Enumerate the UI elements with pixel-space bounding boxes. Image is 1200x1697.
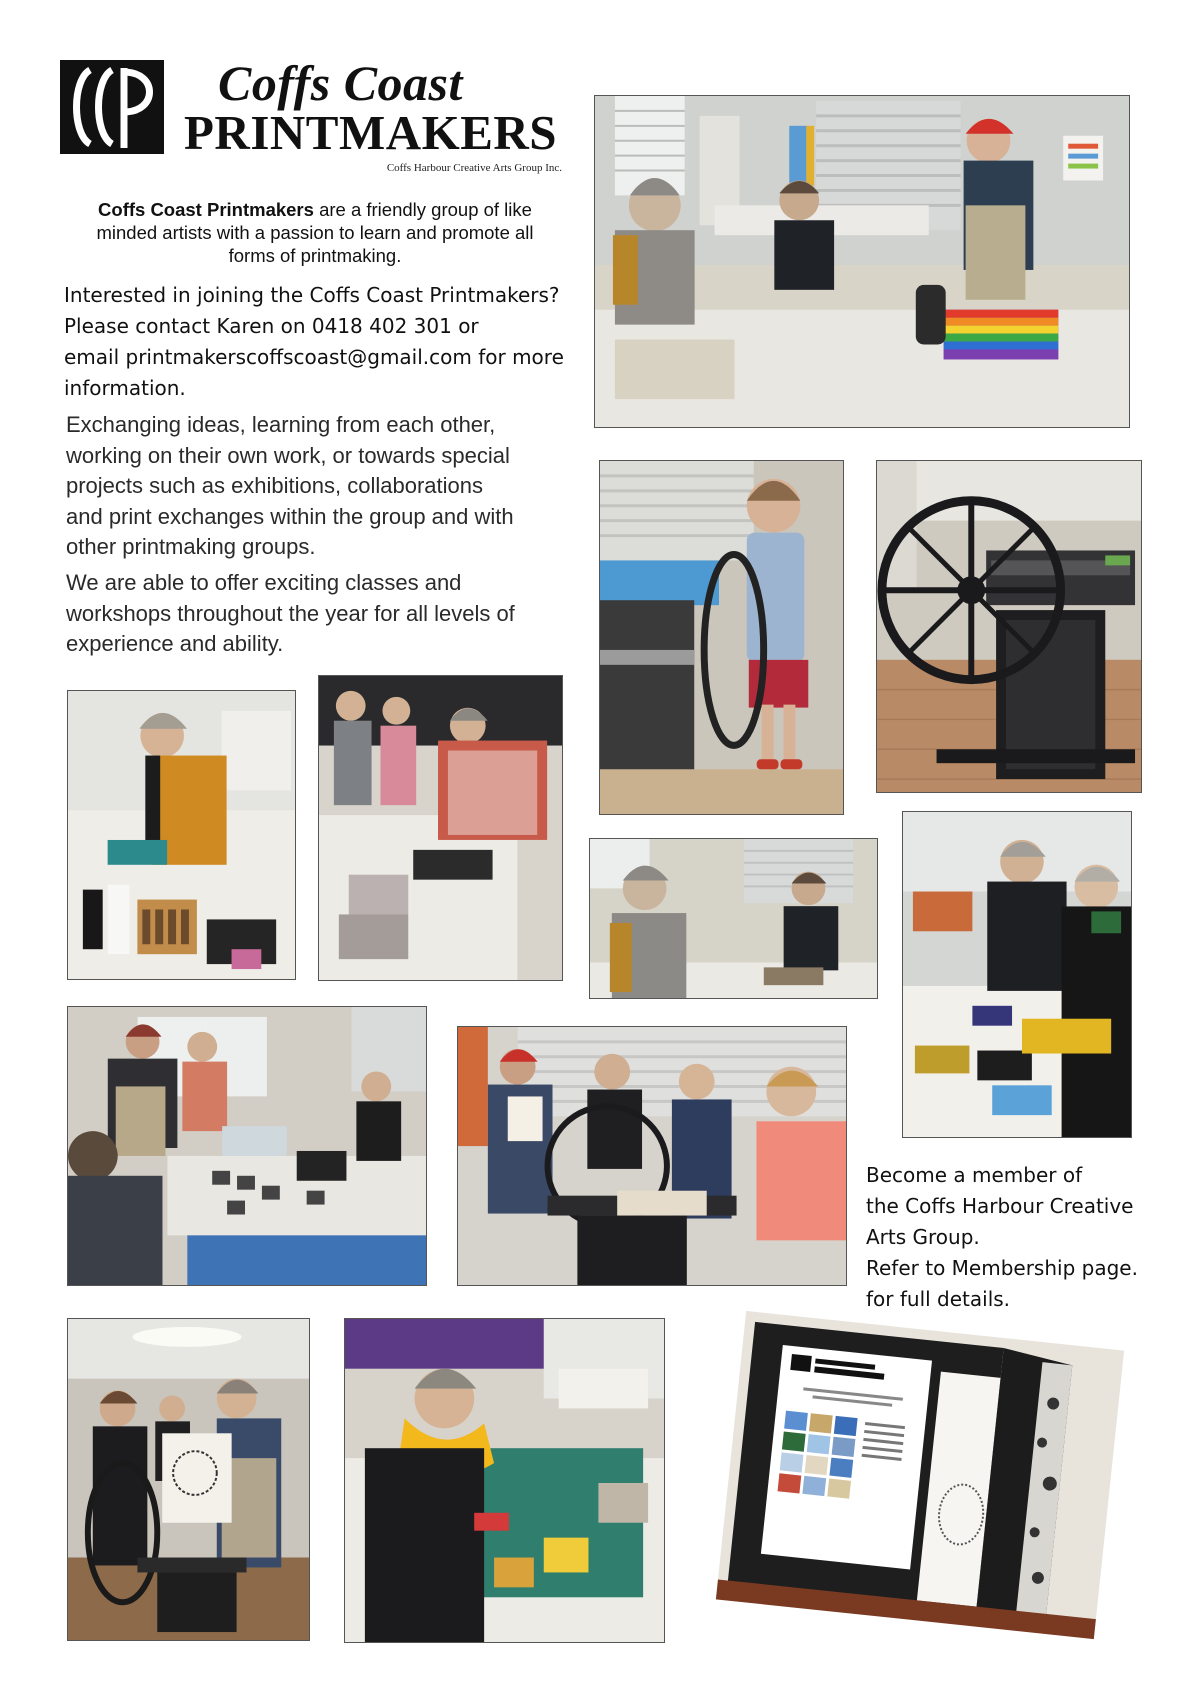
contact-line: email printmakerscoffscoast@gmail.com for more: [64, 345, 564, 369]
ccp-logo-mark-icon: [60, 60, 164, 154]
photo-women-at-press-table: [318, 675, 563, 981]
paragraph-line: Exchanging ideas, learning from each other,: [66, 412, 496, 437]
photo-studio-table: [589, 838, 878, 999]
classes-paragraph: [66, 568, 586, 660]
logo-tagline: Coffs Harbour Creative Arts Group Inc.: [386, 162, 562, 174]
paragraph-line: working on their own work, or towards special: [66, 442, 510, 468]
membership-line: Refer to Membership page.: [866, 1256, 1138, 1280]
contact-block: [64, 280, 584, 404]
membership-line: for full details.: [866, 1287, 1011, 1311]
photo-women-inking-plates: [902, 811, 1132, 1138]
photo-woman-with-press-wheel: [599, 460, 844, 815]
membership-block: [866, 1160, 1196, 1315]
logo-title-line2: PRINTMAKERS: [184, 105, 558, 160]
paragraph-line: other printmaking groups.: [66, 534, 316, 559]
contact-line: Please contact Karen on 0418 402 301 or: [64, 314, 479, 338]
intro-bold: Coffs Coast Printmakers: [98, 199, 314, 220]
photo-group-at-table: [67, 1006, 427, 1286]
membership-line: Arts Group.: [866, 1225, 980, 1249]
logo-title-line1: Coffs Coast: [218, 55, 463, 111]
logo: [60, 56, 562, 178]
paragraph-line: workshops throughout the year for all levels of: [66, 600, 515, 626]
photo-studio-rainbow-ink: [594, 95, 1130, 428]
photo-woman-yellow-scarf: [344, 1318, 665, 1643]
paragraph-line: and print exchanges within the group and with: [66, 503, 514, 529]
contact-line: information.: [64, 376, 186, 400]
paragraph-line: projects such as exhibitions, collaborations: [66, 473, 484, 498]
photo-women-pulling-print: [67, 1318, 310, 1641]
photo-print-exchange-folio: [700, 1310, 1140, 1640]
intro-text: [80, 198, 550, 267]
photo-group-around-press: [457, 1026, 847, 1286]
paragraph-line: We are able to offer exciting classes and: [66, 570, 462, 595]
membership-line: the Coffs Harbour Creative: [866, 1194, 1134, 1218]
photo-etching-press: [876, 460, 1142, 793]
membership-line: Become a member of: [866, 1163, 1083, 1187]
intro-rest: are a friendly group of like minded artists with a passion to learn and promote all forms of printmaking.: [96, 199, 534, 266]
photo-woman-inking: [67, 690, 296, 980]
contact-line: Interested in joining the Coffs Coast Printmakers?: [64, 283, 560, 307]
paragraph-line: experience and ability.: [66, 631, 284, 656]
description-paragraph: [66, 410, 586, 563]
